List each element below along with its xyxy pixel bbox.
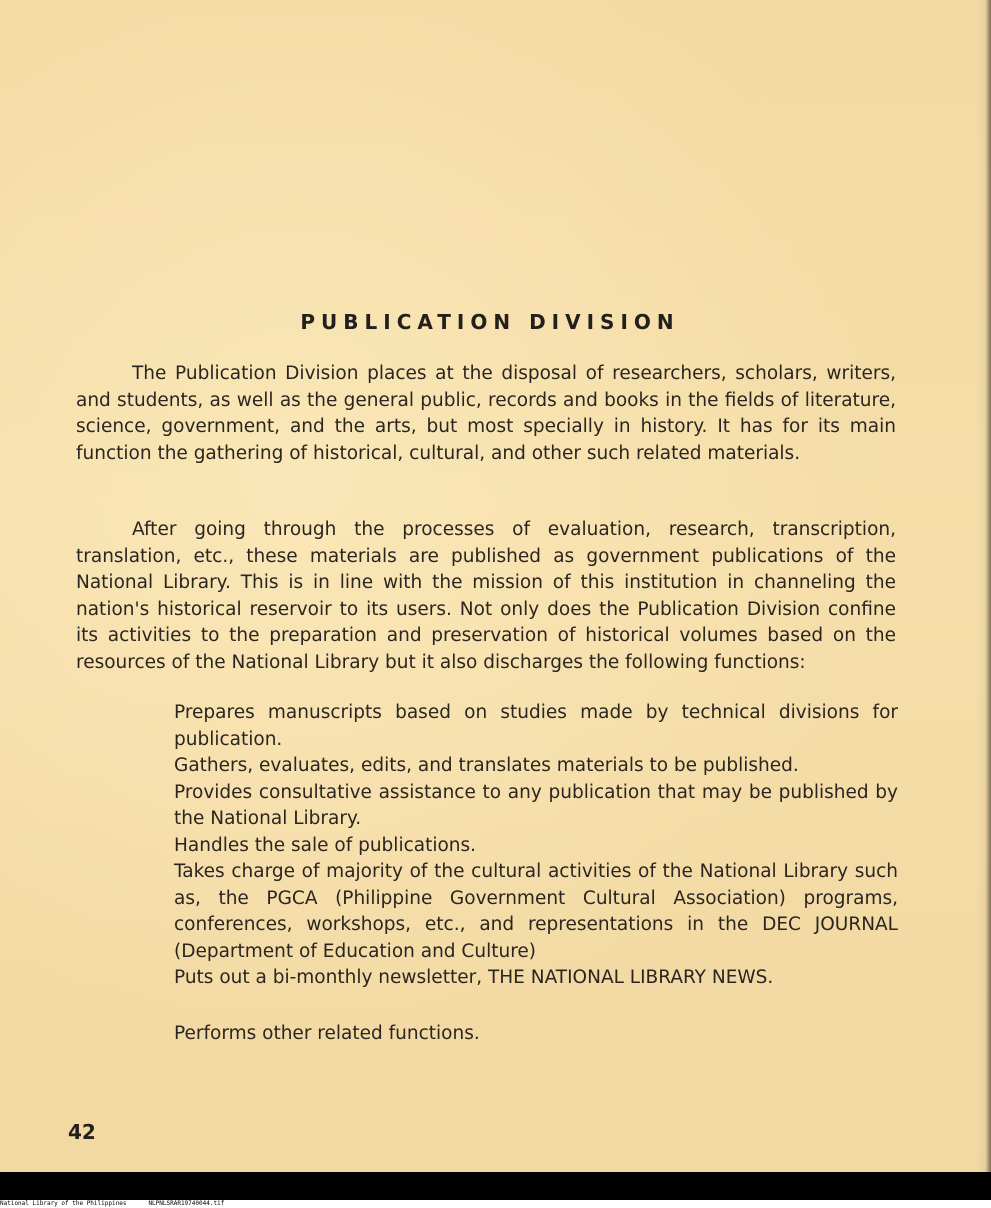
- page-edge-shadow: [977, 0, 991, 1172]
- scan-footer: [0, 1200, 991, 1208]
- process-paragraph: After going through the processes of evaluation, research, transcription, translation, etc., these materials are published as government publications of the National Library. This is in line with the mission of this institution in channeling the nation's historical reservoir to its users. Not only does the Publication Division confine its activities to the preparation and preservation of historical volumes based on the resources of the National Library but it also discharges the following functions:: [76, 519, 896, 673]
- list-item: Provides consultative assistance to any publication that may be published by the National Library.: [174, 781, 898, 829]
- list-item: Prepares manuscripts based on studies made by technical divisions for publication.: [174, 702, 898, 750]
- section-heading: PUBLICATION DIVISION: [300, 310, 680, 334]
- footer-file-id: NLPNLSRAR19740044.tif: [148, 1200, 225, 1207]
- other-functions-line: Performs other related functions.: [174, 1023, 480, 1044]
- footer-source: National Library of the Philippines: [0, 1200, 127, 1207]
- list-item: Handles the sale of publications.: [174, 834, 477, 856]
- list-item: Takes charge of majority of the cultural activities of the National Library such as, the PGCA (Philippine Government Cultural Association) programs, conferences, workshops, etc., and representations in the DEC JOURNAL (Department of Education and Culture): [174, 861, 898, 962]
- page-number: 42: [68, 1120, 96, 1144]
- intro-paragraph: The Publication Division places at the disposal of researchers, scholars, writers, and students, as well as the general public, records and books in the fields of literature, science, government, and the arts, but most specially in history. It has for its main function the gathering of historical, cultural, and other such related materials.: [76, 363, 896, 464]
- list-item: Puts out a bi-monthly newsletter, THE NATIONAL LIBRARY NEWS.: [174, 967, 774, 988]
- functions-list: [174, 700, 898, 992]
- list-item: Gathers, evaluates, edits, and translates materials to be published.: [174, 755, 799, 776]
